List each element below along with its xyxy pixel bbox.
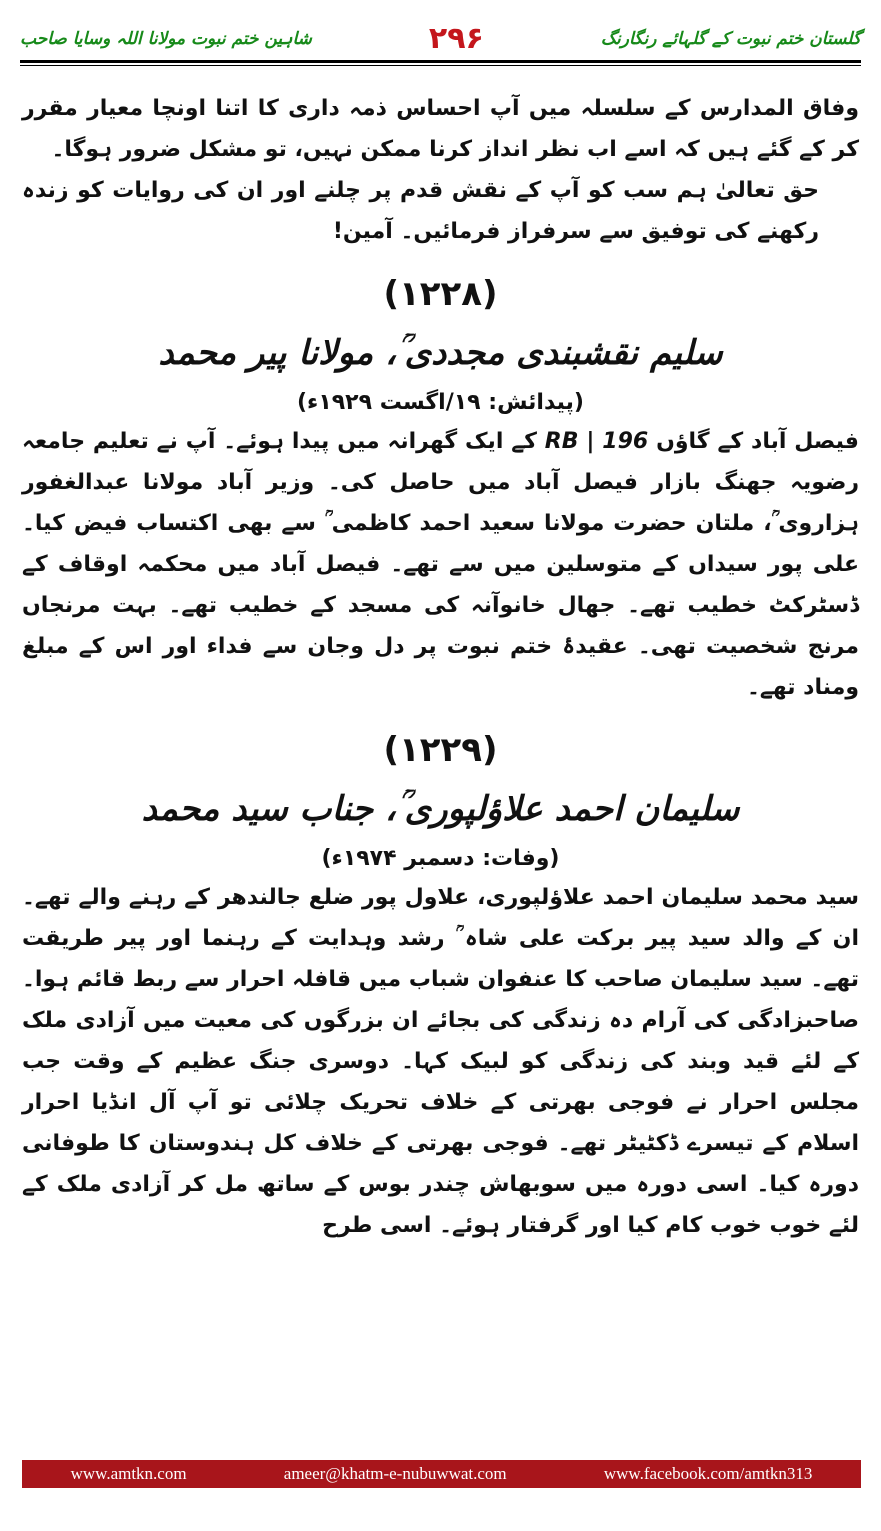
entry-1-body-rest: کے ایک گھرانہ میں پیدا ہوئے۔ آپ نے تعلیم جامعہ رضویہ جھنگ بازار فیصل آباد میں حاصل کی۔ وزیر آباد مولانا عبدالغفور ہزاروی ؒ، ملتان حضرت مولانا سعید احمد کاظمی ؒ سے بھی اکتساب فیض کیا۔ علی پور سیداں کے متوسلین میں سے تھے۔ فیصل آباد میں محکمہ اوقاف کے ڈسٹرکٹ خطیب تھے۔ جھال خانوآنہ کی مسجد کے خطیب تھے۔ بہت مرنجاں مرنج شخصیت تھی۔ عقیدۂ ختم نبوت پر دل وجان سے فداء اور اس کے مبلغ ومناد تھے۔ xyxy=(22,429,859,700)
entry-2-title: سلیمان احمد علاؤلپوری ؒ، جناب سید محمد xyxy=(141,789,740,829)
intro-paragraph-2: حق تعالیٰ ہم سب کو آپ کے نقش قدم پر چلنے اور ان کی روایات کو زندہ رکھنے کی توفیق سے سرفراز فرمائیں۔ آمین! xyxy=(22,178,819,244)
page-content xyxy=(22,88,859,1246)
footer-facebook-link[interactable]: www.facebook.com/amtkn313 xyxy=(603,1464,813,1483)
entry-1-title: سلیم نقشبندی مجددی ؒ، مولانا پیر محمد xyxy=(158,333,723,373)
page-header xyxy=(20,18,861,58)
footer-website-link[interactable]: www.amtkn.com xyxy=(70,1464,187,1483)
entry-1-body xyxy=(22,421,859,708)
entry-2-number: (۱۲۲۹) xyxy=(383,730,498,770)
entry-1-body-code: RB | 196 xyxy=(544,429,649,454)
entry-1-number: (۱۲۲۸) xyxy=(383,274,498,314)
entry-1-dates: (پیدائش: ۱۹/اگست ۱۹۲۹ء) xyxy=(297,390,584,415)
entry-2-body: سید محمد سلیمان احمد علاؤلپوری، علاول پور ضلع جالندھر کے رہنے والے تھے۔ ان کے والد سید پیر برکت علی شاہ ؒ رشد وہدایت کے رہنما اور پیر طریقت تھے۔ سید سلیمان صاحب کا عنفوان شباب میں قافلہ احرار سے ربط قائم ہوا۔ صاحبزادگی کی آرام دہ زندگی کی بجائے ان بزرگوں کی معیت میں آزادی ملک کے لئے قید وبند کی زندگی کو لبیک کہا۔ دوسری جنگ عظیم کے وقت جب مجلس احرار نے فوجی بھرتی کے خلاف تحریک چلائی تو آپ آل انڈیا احرار اسلام کے تیسرے ڈکٹیٹر تھے۔ فوجی بھرتی کے خلاف کل ہندوستان کا طوفانی دورہ کیا۔ اسی دورہ میں سوبھاش چندر بوس کے ساتھ مل کر آزادی ملک کے لئے خوب خوب کام کیا اور گرفتار ہوئے۔ اسی طرح xyxy=(22,885,859,1238)
entry-2-dates: (وفات: دسمبر ۱۹۷۴ء) xyxy=(321,846,560,871)
intro-paragraph-1: وفاق المدارس کے سلسلہ میں آپ احساس ذمہ داری کا اتنا اونچا معیار مقرر کر کے گئے ہیں کہ اسے اب نظر انداز کرنا ممکن نہیں، تو مشکل ضرور ہوگا۔ xyxy=(22,96,859,162)
page-footer xyxy=(22,1460,861,1488)
header-rule xyxy=(20,60,861,66)
footer-email-link[interactable]: ameer@khatm-e-nubuwwat.com xyxy=(283,1464,507,1483)
right-running-title: گلستان ختم نبوت کے گلہائے رنگارنگ xyxy=(600,28,861,49)
left-running-title: شاہین ختم نبوت مولانا اللہ وسایا صاحب xyxy=(20,28,312,49)
entry-1-body-start: فیصل آباد کے گاؤں xyxy=(656,429,859,454)
page-number: ۲۹۶ xyxy=(428,20,484,56)
